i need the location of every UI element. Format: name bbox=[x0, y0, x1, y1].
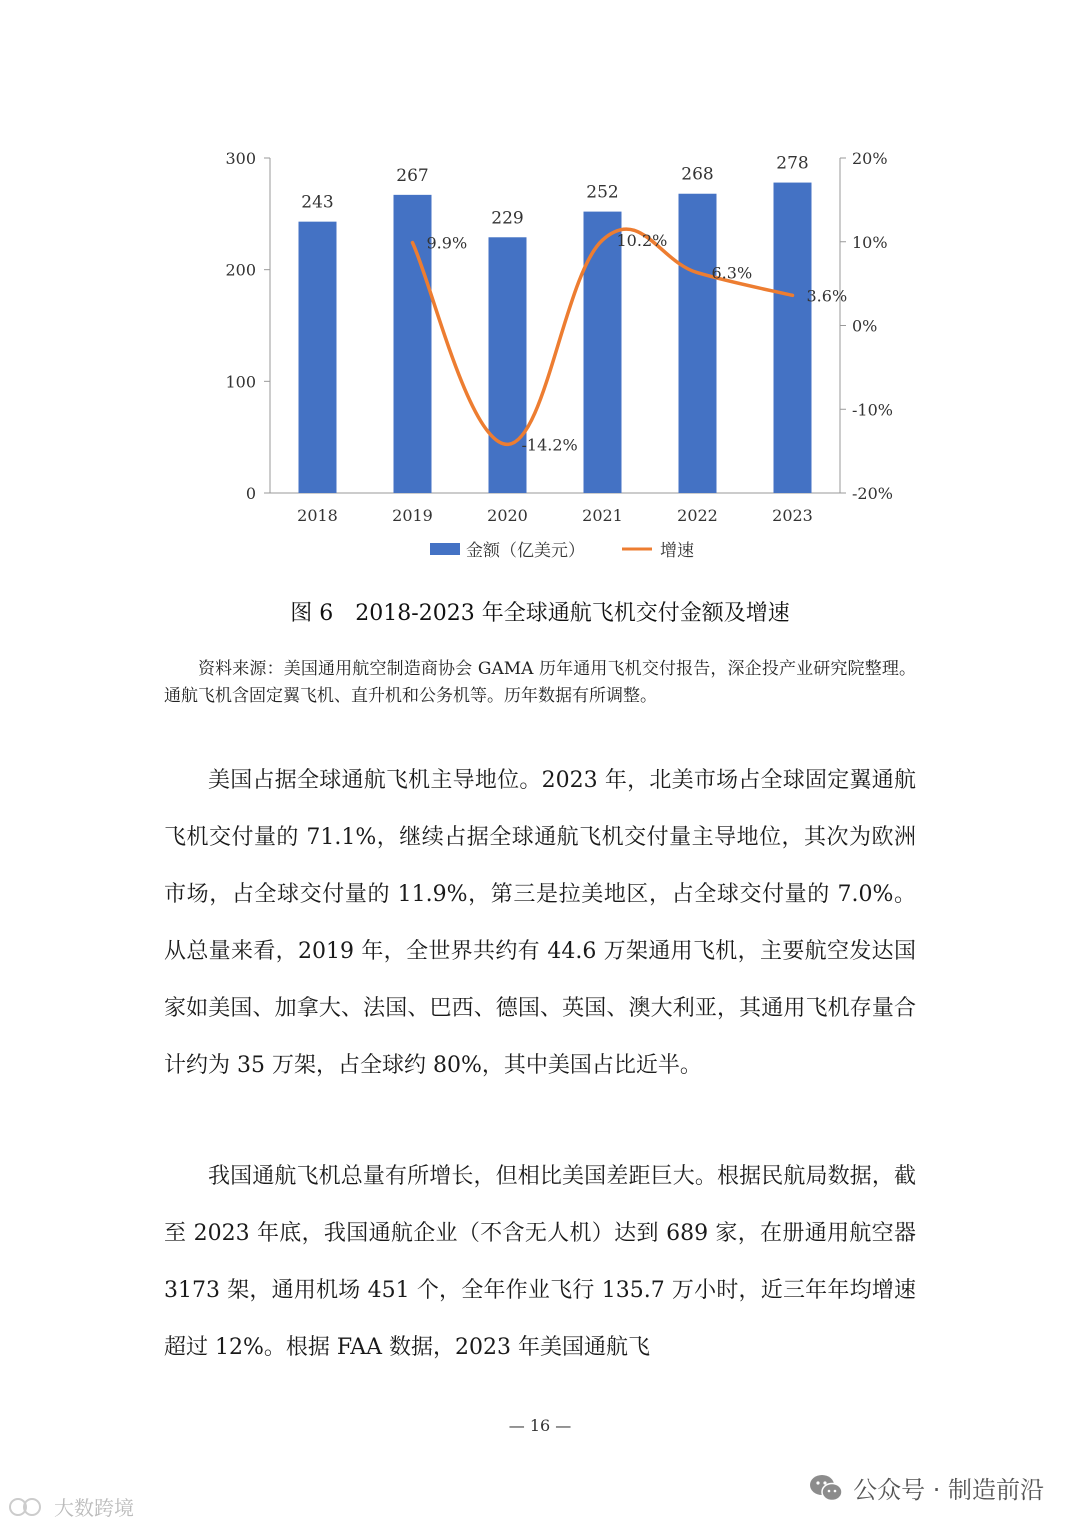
right-tick-label: 10% bbox=[852, 232, 888, 252]
x-tick-label: 2021 bbox=[582, 506, 623, 525]
corner-logo-icon bbox=[8, 1495, 48, 1519]
right-tick-label: -10% bbox=[852, 400, 893, 420]
bar bbox=[489, 237, 527, 493]
x-tick-label: 2019 bbox=[392, 506, 433, 525]
growth-value-label: -14.2% bbox=[521, 435, 578, 455]
growth-value-label: 3.6% bbox=[806, 286, 848, 306]
growth-value-label: 10.2% bbox=[616, 231, 668, 251]
chart bbox=[0, 0, 1080, 580]
source-note: 资料来源：美国通用航空制造商协会 GAMA 历年通用飞机交付报告，深企投产业研究院整理。通航飞机含固定翼飞机、直升机和公务机等。历年数据有所调整。 bbox=[164, 659, 916, 706]
right-tick-label: 0% bbox=[852, 316, 878, 336]
bar bbox=[679, 194, 717, 493]
legend-bar-swatch bbox=[430, 543, 460, 555]
bar-value-label: 278 bbox=[776, 153, 809, 174]
page-number: — 16 — bbox=[508, 1416, 572, 1435]
footer-account bbox=[809, 1470, 1044, 1505]
x-tick-label: 2018 bbox=[297, 506, 338, 525]
footer-corner bbox=[8, 1492, 134, 1521]
figure-caption: 图 6 2018-2023 年全球通航飞机交付金额及增速 bbox=[290, 601, 790, 626]
paragraph-1: 美国占据全球通航飞机主导地位。2023 年，北美市场占全球固定翼通航飞机交付量的 71.1%，继续占据全球通航飞机交付量主导地位，其次为欧洲市场，占全球交付量的 11.9%，第三是拉美地区，占全球交付量的 7.0%。从总量来看，2019 年，全世界共约有 44.6 万架通用飞机，主要航空发达国家如美国、加拿大、法国、巴西、德国、英国、澳大利亚，其通用飞机存量合计约为 35 万架，占全球约 80%，其中美国占比近半。 bbox=[164, 768, 916, 1078]
right-tick-label: 20% bbox=[852, 149, 888, 168]
right-tick-label: -20% bbox=[852, 484, 893, 503]
left-tick-label: 300 bbox=[225, 149, 256, 168]
left-tick-label: 100 bbox=[225, 372, 256, 392]
bar-value-label: 229 bbox=[491, 208, 524, 229]
growth-value-label: 9.9% bbox=[426, 233, 468, 253]
bar bbox=[299, 222, 337, 493]
bar bbox=[774, 183, 812, 493]
x-tick-label: 2020 bbox=[487, 506, 528, 525]
legend-line-label: 增速 bbox=[660, 541, 694, 561]
left-tick-label: 0 bbox=[245, 484, 256, 503]
wechat-icon bbox=[809, 1473, 843, 1503]
bar-value-label: 243 bbox=[301, 192, 334, 213]
bar-value-label: 267 bbox=[396, 165, 429, 186]
x-tick-label: 2023 bbox=[772, 506, 813, 525]
bar-value-label: 268 bbox=[681, 164, 714, 185]
left-tick-label: 200 bbox=[225, 260, 256, 280]
bar-value-label: 252 bbox=[586, 182, 619, 203]
x-tick-label: 2022 bbox=[677, 506, 718, 525]
paragraph-2: 我国通航飞机总量有所增长，但相比美国差距巨大。根据民航局数据，截至 2023 年底，我国通航企业（不含无人机）达到 689 家，在册通用航空器 3173 架，通用机场 451 个，全年作业飞行 135.7 万小时，近三年年均增速超过 12%。根据 FAA 数据，2023 年美国通航飞 bbox=[164, 1164, 916, 1360]
legend-bar-label: 金额（亿美元） bbox=[466, 541, 585, 561]
footer-account-text: 公众号 · 制造前沿 bbox=[853, 1476, 1044, 1504]
bar bbox=[584, 212, 622, 493]
growth-value-label: 6.3% bbox=[711, 263, 753, 283]
footer-corner-text: 大数跨境 bbox=[54, 1496, 134, 1520]
